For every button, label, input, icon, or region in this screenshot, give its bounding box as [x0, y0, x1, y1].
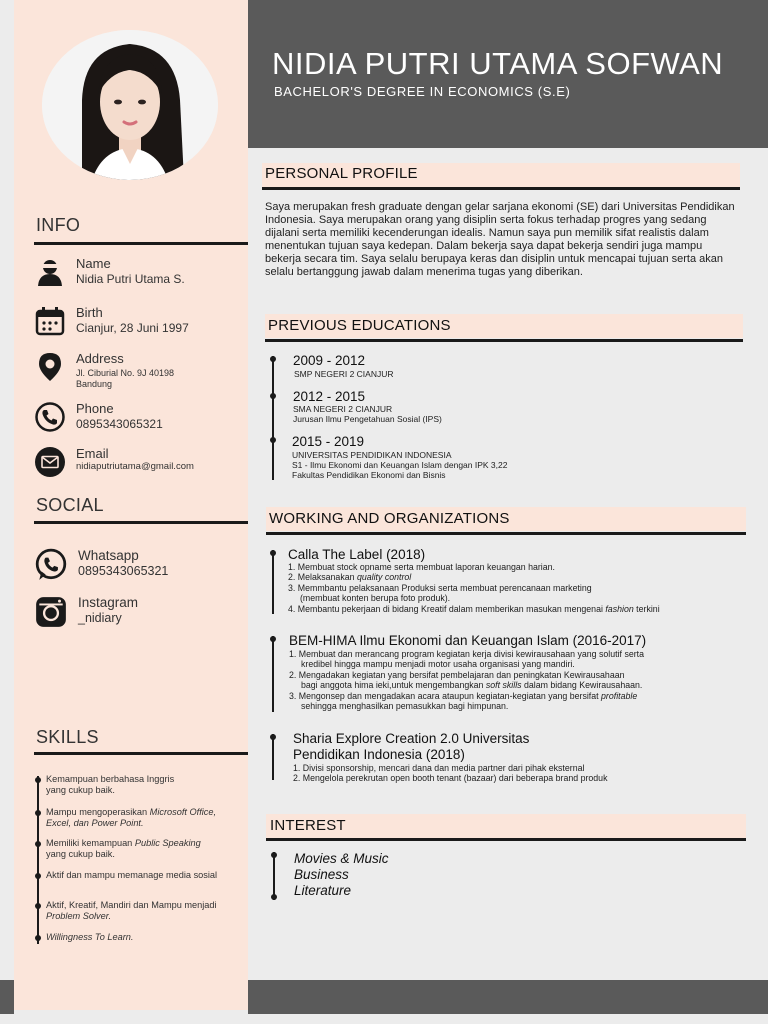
social-divider [34, 521, 248, 524]
skill-bullet [35, 873, 41, 879]
address-line-1: Jl. Ciburial No. 9J 40198 [76, 368, 175, 378]
interest-item-2: Business [294, 867, 349, 882]
candidate-degree: BACHELOR'S DEGREE IN ECONOMICS (S.E) [274, 84, 571, 99]
info-phone-value: 0895343065321 [76, 417, 163, 431]
info-name-value: Nidia Putri Utama S. [76, 272, 185, 286]
work-title-2: BEM-HIMA Ilmu Ekonomi dan Keuangan Islam (2016-2017) [289, 633, 647, 648]
skills-timeline [37, 776, 39, 944]
address-line-2: Bandung [76, 379, 113, 389]
skills-divider [34, 752, 248, 755]
info-address-label: Address [76, 351, 124, 366]
info-divider [34, 242, 248, 245]
education-school-2: SMA NEGERI 2 CIANJUR Jurusan Ilmu Pengetahuan Sosial (IPS) [293, 404, 442, 424]
skill-bullet [35, 935, 41, 941]
education-years-3: 2015 - 2019 [292, 434, 365, 449]
location-pin-icon [34, 351, 66, 383]
social-whatsapp-value: 0895343065321 [78, 564, 169, 578]
profile-heading: PERSONAL PROFILE [265, 165, 418, 182]
candidate-name: NIDIA PUTRI UTAMA SOFWAN [272, 46, 724, 81]
calendar-icon [34, 305, 66, 337]
work-details-2: 1. Membuat dan merancang program kegiatan kerja divisi kewirausahaan yang solutif serta kredibel hingga mampu menjadi motor usaha organisasi yang mandiri. 2. Mengadakan kegiatan yang bersifat pembelajaran dan peningkatan Kewirausahaan bagi anggota hima ieki,untuk mengembangkan soft skills dalam bidang Kewirausahaan. 3. Mengonsep dan mengadakan acara ataupun kegiatan-kegiatan yang bersifat profitable sehingga menghasilkan pemasukkan bagi himpunan. [289, 649, 644, 712]
skill-bullet [35, 810, 41, 816]
timeline-dot [271, 852, 277, 858]
skill-bullet [35, 903, 41, 909]
education-years-2: 2012 - 2015 [293, 389, 366, 404]
timeline-dot [270, 734, 276, 740]
social-whatsapp-row [34, 548, 244, 588]
footer-bar-left [0, 980, 14, 1014]
info-birth-label: Birth [76, 305, 103, 320]
timeline-dot [271, 894, 277, 900]
social-instagram-row [34, 595, 244, 635]
skill-item-1: Kemampuan berbahasa Inggris yang cukup baik. [46, 774, 175, 795]
timeline-dot [270, 356, 276, 362]
work-details-3: 1. Divisi sponsorship, mencari dana dan media partner dari pihak eksternal 2. Mengelola perekrutan open booth tenant (bazaar) dari beberapa brand produk [293, 763, 608, 784]
work-title-1: Calla The Label (2018) [288, 547, 426, 562]
info-phone-label: Phone [76, 401, 114, 416]
interest-item-1: Movies & Music [294, 851, 389, 866]
phone-icon [34, 401, 66, 433]
footer-bar [248, 980, 768, 1014]
info-email-label: Email [76, 446, 109, 461]
work-timeline-1 [272, 550, 274, 614]
work-timeline-2 [272, 636, 274, 712]
info-birth-row [34, 305, 244, 345]
skill-bullet [35, 777, 41, 783]
profile-text: Saya merupakan fresh graduate dengan gelar sarjana ekonomi (SE) dari Universitas Pendidikan Indonesia. Saya merupakan orang yang disiplin serta fokus terhadap progres yang sedang dijalani serta memiliki kecenderungan idealis. Namun saya pun memilik sifat realistis dalam menentukan tujuan saya kedepan. Dalam bekerja saya dapat bekerja sendiri juga mampu bekerja secara tim. Saya selalu berupaya keras dan disiplin untuk mencapai tujuan serta akan selalu bertanggung jawab dalam menerima tugas yang diberikan. [265, 201, 735, 278]
skill-item-3: Memiliki kemampuan Public Speaking yang cukup baik. [46, 838, 201, 859]
skill-item-2: Mampu mengoperasikan Microsoft Office, Excel, dan Power Point. [46, 807, 217, 828]
whatsapp-icon [34, 548, 68, 582]
skill-item-4: Aktif dan mampu memanage media sosial [46, 870, 218, 880]
info-birth-value: Cianjur, 28 Juni 1997 [76, 321, 189, 335]
profile-photo [42, 30, 218, 180]
interest-timeline [273, 852, 275, 900]
work-details-1: 1. Membuat stock opname serta membuat laporan keuangan harian. 2. Melaksanakan quality control 3. Memmbantu pelaksanaan Produksi serta membuat perencanaan marketing (membuat konten berupa foto produk). 4. Membantu pekerjaan di bidang Kreatif dalam memberikan masukan mengenai fashion terkini [288, 562, 660, 614]
education-divider [265, 339, 743, 342]
social-whatsapp-label: Whatsapp [78, 548, 139, 563]
info-heading: INFO [36, 215, 81, 235]
email-icon [34, 446, 66, 478]
timeline-dot [270, 393, 276, 399]
social-heading: SOCIAL [36, 495, 104, 515]
interest-item-3: Literature [294, 883, 352, 898]
timeline-dot [270, 636, 276, 642]
education-school-3: UNIVERSITAS PENDIDIKAN INDONESIA S1 - Ilmu Ekonomi dan Keuangan Islam dengan IPK 3,22 Fakultas Pendidikan Ekonomi dan Bisnis [292, 450, 508, 480]
education-years-1: 2009 - 2012 [293, 353, 366, 368]
skill-item-5: Aktif, Kreatif, Mandiri dan Mampu menjadi Problem Solver. [46, 900, 217, 921]
social-instagram-value: _nidiary [78, 611, 122, 625]
skill-item-6: Willingness To Learn. [46, 932, 134, 942]
info-address-value [76, 368, 174, 390]
interest-divider [266, 838, 746, 841]
education-heading: PREVIOUS EDUCATIONS [268, 317, 451, 334]
info-name-row [34, 256, 244, 296]
work-heading: WORKING AND ORGANIZATIONS [269, 510, 510, 527]
timeline-dot [270, 437, 276, 443]
education-timeline [272, 356, 274, 480]
info-name-label: Name [76, 256, 111, 271]
instagram-icon [34, 595, 68, 629]
skill-bullet [35, 841, 41, 847]
info-phone-row [34, 401, 244, 441]
skills-heading: SKILLS [36, 727, 99, 747]
info-email-row [34, 446, 244, 486]
work-timeline-3 [272, 734, 274, 780]
work-divider [266, 532, 746, 535]
user-icon [34, 256, 66, 288]
social-instagram-label: Instagram [78, 595, 139, 610]
interest-heading: INTEREST [270, 817, 346, 834]
profile-divider [262, 187, 740, 190]
info-address-row [34, 351, 244, 391]
work-title-3: Sharia Explore Creation 2.0 Universitas Pendidikan Indonesia (2018) [293, 731, 530, 762]
info-email-value: nidiaputriutama@gmail.com [76, 461, 194, 472]
education-school-1: SMP NEGERI 2 CIANJUR [294, 369, 394, 379]
timeline-dot [270, 550, 276, 556]
